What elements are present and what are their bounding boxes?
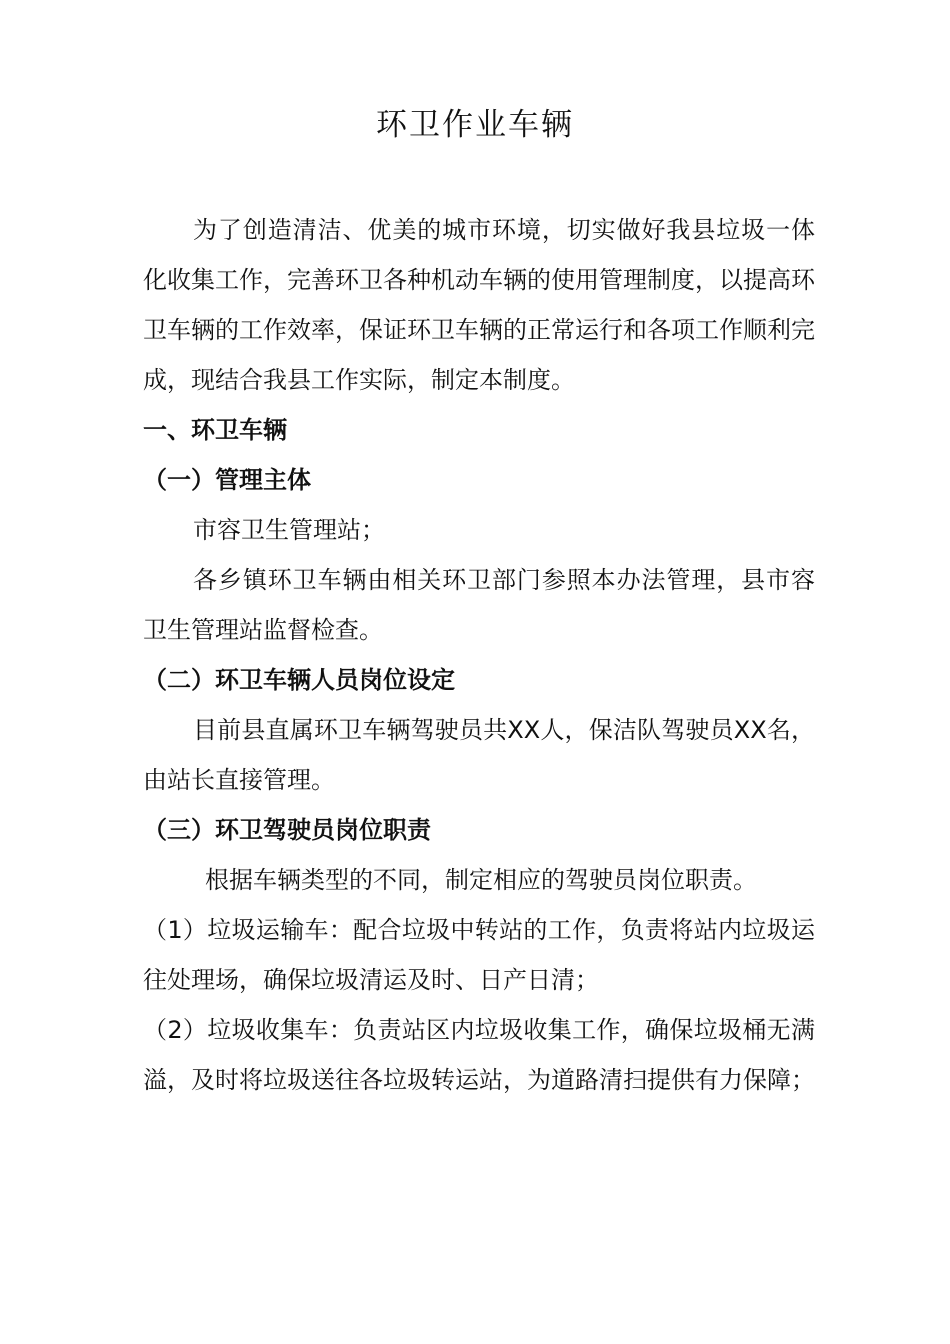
intro-paragraph: 为了创造清洁、优美的城市环境，切实做好我县垃圾一体化收集工作，完善环卫各种机动车辆的使用管理制度，以提高环卫车辆的工作效率，保证环卫车辆的正常运行和各项工作顺利完成，现结合我县工作实际，制定本制度。	[143, 216, 815, 394]
duties-intro: 根据车辆类型的不同，制定相应的驾驶员岗位职责。	[205, 866, 757, 894]
subsection-heading-positions: （二）环卫车辆人员岗位设定	[143, 666, 455, 694]
subsection-heading-duties: （三）环卫驾驶员岗位职责	[143, 816, 431, 844]
duty-item-1: （1）垃圾运输车：配合垃圾中转站的工作，负责将站内垃圾运往处理场，确保垃圾清运及时、日产日清；	[143, 916, 815, 994]
subsection-heading-management: （一）管理主体	[143, 466, 311, 494]
document-body	[143, 205, 815, 1105]
positions-body: 目前县直属环卫车辆驾驶员共XX人，保洁队驾驶员XX名，由站长直接管理。	[143, 716, 815, 794]
document-title: 环卫作业车辆	[376, 107, 574, 143]
management-body-2: 各乡镇环卫车辆由相关环卫部门参照本办法管理，县市容卫生管理站监督检查。	[143, 566, 815, 644]
management-body-1: 市容卫生管理站；	[193, 516, 385, 544]
section-heading-vehicles: 一、环卫车辆	[143, 416, 287, 444]
duty-item-2: （2）垃圾收集车：负责站区内垃圾收集工作，确保垃圾桶无满溢，及时将垃圾送往各垃圾转运站，为道路清扫提供有力保障；	[143, 1016, 815, 1094]
